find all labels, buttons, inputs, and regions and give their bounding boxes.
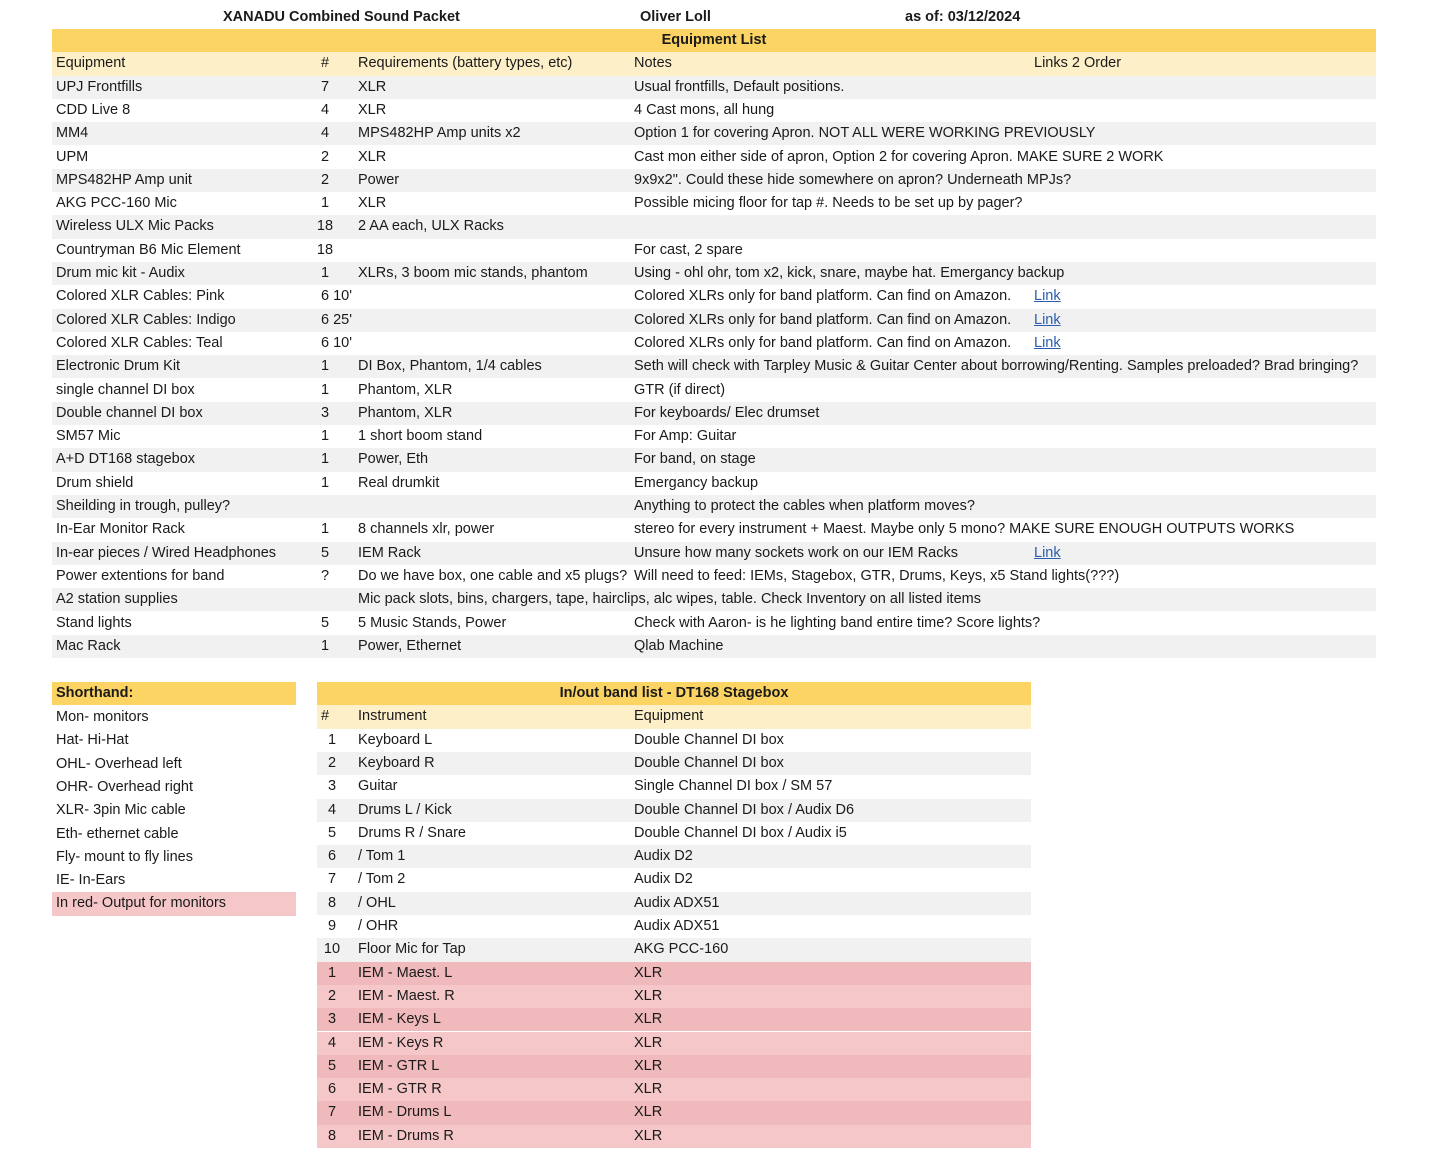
equipment-notes: 9x9x2". Could these hide somewhere on apron? Underneath MPJs? <box>634 171 1072 188</box>
table-row <box>317 1101 1031 1124</box>
table-row <box>317 752 1031 775</box>
instrument-equipment: XLR <box>634 1057 663 1074</box>
equipment-count: 6 10' <box>321 334 352 351</box>
instrument-equipment: Double Channel DI box / Audix D6 <box>634 801 855 818</box>
table-row <box>52 215 1376 238</box>
instrument-equipment: XLR <box>634 964 663 981</box>
instrument-equipment: AKG PCC-160 <box>634 941 729 958</box>
equipment-list-title: Equipment List <box>52 29 1376 52</box>
table-row <box>52 542 1376 565</box>
equipment-name: CDD Live 8 <box>56 101 131 118</box>
table-row <box>317 985 1031 1008</box>
equipment-count: 4 <box>320 101 330 118</box>
instrument-name: Floor Mic for Tap <box>358 941 466 958</box>
equipment-name: AKG PCC-160 Mic <box>56 195 177 212</box>
instrument-equipment: XLR <box>634 1104 663 1121</box>
equipment-name: UPJ Frontfills <box>56 78 143 95</box>
equipment-name: In-Ear Monitor Rack <box>56 521 185 538</box>
channel-number: 4 <box>327 1034 337 1051</box>
table-row <box>52 239 1376 262</box>
shorthand-item: In red- Output for monitors <box>52 892 296 915</box>
table-row <box>52 495 1376 518</box>
table-row <box>52 402 1376 425</box>
instrument-name: IEM - GTR R <box>358 1081 442 1098</box>
instrument-name: IEM - Maest. L <box>358 964 453 981</box>
equipment-requirements: XLR <box>358 148 387 165</box>
table-row <box>317 938 1031 961</box>
table-row <box>52 192 1376 215</box>
shorthand-item: OHR- Overhead right <box>56 778 193 795</box>
instrument-equipment: XLR <box>634 987 663 1004</box>
equipment-name: MPS482HP Amp unit <box>56 171 192 188</box>
table-row <box>52 355 1376 378</box>
table-row <box>317 822 1031 845</box>
equipment-requirements: Phantom, XLR <box>358 381 453 398</box>
instrument-equipment: Audix D2 <box>634 848 693 865</box>
equipment-count: 6 10' <box>321 288 352 305</box>
equipment-requirements: DI Box, Phantom, 1/4 cables <box>358 358 542 375</box>
instrument-equipment: XLR <box>634 1127 663 1144</box>
equipment-count: 5 <box>320 544 330 561</box>
channel-number: 5 <box>327 1057 337 1074</box>
table-row <box>317 1125 1031 1148</box>
table-row <box>52 99 1376 122</box>
instrument-name: Keyboard R <box>358 754 435 771</box>
col-equipment: Equipment <box>56 55 126 72</box>
equipment-count: 1 <box>320 637 330 654</box>
table-row <box>317 915 1031 938</box>
equipment-name: Countryman B6 Mic Element <box>56 241 241 258</box>
equipment-name: Stand lights <box>56 614 132 631</box>
equipment-requirements: Do we have box, one cable and x5 plugs? <box>358 567 628 584</box>
table-row <box>317 962 1031 985</box>
equipment-notes: Possible micing floor for tap #. Needs to be set up by pager? <box>634 195 1023 212</box>
equipment-name: Wireless ULX Mic Packs <box>56 218 214 235</box>
equipment-name: Electronic Drum Kit <box>56 358 181 375</box>
equipment-notes: Anything to protect the cables when platform moves? <box>634 498 975 514</box>
instrument-equipment: Audix ADX51 <box>634 918 720 934</box>
table-row <box>317 799 1031 822</box>
equipment-requirements: Mic pack slots, bins, chargers, tape, hairclips, alc wipes, table. Check Inventory on all listed items <box>358 591 981 608</box>
table-row <box>317 892 1031 915</box>
equipment-requirements: Real drumkit <box>358 474 440 491</box>
table-row <box>52 122 1376 145</box>
equipment-name: MM4 <box>56 125 89 142</box>
equipment-notes: Colored XLRs only for band platform. Can find on Amazon. <box>634 288 1012 305</box>
equipment-requirements: 2 AA each, ULX Racks <box>358 218 504 235</box>
equipment-notes: Cast mon either side of apron, Option 2 for covering Apron. MAKE SURE 2 WORK <box>634 148 1164 165</box>
equipment-name: In-ear pieces / Wired Headphones <box>56 544 277 561</box>
equipment-count: 3 <box>320 404 330 421</box>
table-row <box>52 332 1376 355</box>
order-link[interactable]: Link <box>1034 544 1061 561</box>
equipment-notes: Will need to feed: IEMs, Stagebox, GTR, Drums, Keys, x5 Stand lights(???) <box>634 567 1120 584</box>
channel-number: 3 <box>327 1011 337 1028</box>
shorthand-item: Mon- monitors <box>56 709 149 725</box>
equipment-requirements: 8 channels xlr, power <box>358 521 495 538</box>
instrument-name: / Tom 1 <box>358 848 406 865</box>
order-link[interactable]: Link <box>1034 334 1061 351</box>
equipment-name: SM57 Mic <box>56 428 121 445</box>
equipment-notes: GTR (if direct) <box>634 381 726 398</box>
channel-number: 1 <box>327 731 337 748</box>
equipment-name: Colored XLR Cables: Pink <box>56 288 225 305</box>
channel-number: 3 <box>327 778 337 795</box>
shorthand-item: XLR- 3pin Mic cable <box>56 802 186 819</box>
equipment-count: 1 <box>320 265 330 281</box>
table-row <box>52 588 1376 611</box>
equipment-count: 1 <box>320 451 330 468</box>
instrument-equipment: Audix D2 <box>634 871 693 888</box>
instrument-equipment: Double Channel DI box <box>634 731 784 748</box>
equipment-notes: For band, on stage <box>634 451 756 468</box>
channel-number: 4 <box>327 801 337 818</box>
equipment-requirements: XLR <box>358 195 387 212</box>
equipment-notes: Usual frontfills, Default positions. <box>634 78 845 95</box>
table-row <box>52 448 1376 471</box>
instrument-name: IEM - Keys R <box>358 1034 444 1051</box>
equipment-notes: Unsure how many sockets work on our IEM Racks <box>634 544 958 561</box>
equipment-requirements: Power <box>358 171 400 188</box>
equipment-count: 2 <box>320 148 330 165</box>
equipment-requirements: IEM Rack <box>358 544 421 561</box>
equipment-name: UPM <box>56 148 89 165</box>
table-row <box>52 379 1376 402</box>
equipment-name: Double channel DI box <box>56 404 203 421</box>
instrument-name: IEM - GTR L <box>358 1057 440 1074</box>
equipment-name: Sheilding in trough, pulley? <box>56 498 231 514</box>
equipment-notes: Emergancy backup <box>634 474 759 491</box>
table-row <box>317 1055 1031 1078</box>
col-count: # <box>320 55 330 72</box>
channel-number: 2 <box>327 987 337 1004</box>
equipment-notes: For keyboards/ Elec drumset <box>634 404 820 421</box>
table-row <box>52 76 1376 99</box>
channel-number: 9 <box>327 918 337 934</box>
table-row <box>52 635 1376 658</box>
instrument-name: IEM - Keys L <box>358 1011 441 1028</box>
channel-number: 10 <box>323 941 341 958</box>
table-row <box>317 775 1031 798</box>
equipment-count: 6 25' <box>321 311 352 328</box>
table-row <box>52 425 1376 448</box>
equipment-count: 1 <box>320 195 330 212</box>
shorthand-title: Shorthand: <box>52 682 296 705</box>
equipment-name: Power extentions for band <box>56 567 225 584</box>
equipment-count: 2 <box>320 171 330 188</box>
equipment-name: Drum shield <box>56 474 134 491</box>
equipment-count: 5 <box>320 614 330 631</box>
table-row <box>317 845 1031 868</box>
table-row <box>52 612 1376 635</box>
equipment-notes: For Amp: Guitar <box>634 428 737 445</box>
equipment-requirements: 5 Music Stands, Power <box>358 614 507 631</box>
channel-number: 7 <box>327 1104 337 1121</box>
inout-header-row <box>317 705 1031 728</box>
equipment-name: A+D DT168 stagebox <box>56 451 196 468</box>
shorthand-item: Eth- ethernet cable <box>56 825 179 842</box>
equipment-notes: stereo for every instrument + Maest. Maybe only 5 mono? MAKE SURE ENOUGH OUTPUTS WORKS <box>634 521 1295 538</box>
table-row <box>52 472 1376 495</box>
instrument-name: Drums R / Snare <box>358 824 466 841</box>
channel-number: 6 <box>327 1081 337 1098</box>
equipment-count: 1 <box>320 358 330 375</box>
col-requirements: Requirements (battery types, etc) <box>358 55 573 72</box>
instrument-name: Guitar <box>358 778 398 795</box>
instrument-equipment: XLR <box>634 1081 663 1098</box>
equipment-list-header-row <box>52 52 1376 75</box>
equipment-count: 1 <box>320 381 330 398</box>
equipment-name: single channel DI box <box>56 381 195 398</box>
instrument-name: Drums L / Kick <box>358 801 452 818</box>
instrument-name: Keyboard L <box>358 731 433 748</box>
equipment-requirements: 1 short boom stand <box>358 428 483 445</box>
author-name: Oliver Loll <box>640 9 711 25</box>
channel-number: 1 <box>327 964 337 981</box>
order-link[interactable]: Link <box>1034 288 1061 305</box>
instrument-equipment: Audix ADX51 <box>634 894 720 911</box>
equipment-count: 1 <box>320 474 330 491</box>
instrument-equipment: XLR <box>634 1011 663 1028</box>
equipment-name: A2 station supplies <box>56 591 178 608</box>
table-row <box>317 1032 1031 1055</box>
instrument-equipment: Single Channel DI box / SM 57 <box>634 778 833 795</box>
instrument-name: / OHL <box>358 894 396 911</box>
shorthand-item: OHL- Overhead left <box>56 755 182 772</box>
equipment-requirements: XLRs, 3 boom mic stands, phantom <box>358 265 588 281</box>
equipment-count: 18 <box>316 218 334 235</box>
equipment-count: 7 <box>320 78 330 95</box>
equipment-requirements: XLR <box>358 101 387 118</box>
channel-number: 6 <box>327 848 337 865</box>
table-row <box>52 518 1376 541</box>
as-of-date: as of: 03/12/2024 <box>905 9 1021 25</box>
channel-number: 5 <box>327 824 337 841</box>
instrument-name: IEM - Maest. R <box>358 987 455 1004</box>
equipment-notes: Check with Aaron- is he lighting band entire time? Score lights? <box>634 614 1041 631</box>
instrument-name: / OHR <box>358 918 399 934</box>
order-link[interactable]: Link <box>1034 311 1061 328</box>
table-row <box>52 565 1376 588</box>
equipment-requirements: MPS482HP Amp units x2 <box>358 125 521 142</box>
equipment-count: ? <box>320 567 330 584</box>
inout-title: In/out band list - DT168 Stagebox <box>317 682 1031 705</box>
equipment-requirements: Phantom, XLR <box>358 404 453 421</box>
table-row <box>52 146 1376 169</box>
shorthand-item: IE- In-Ears <box>56 872 126 889</box>
table-row <box>52 262 1376 285</box>
instrument-equipment: Double Channel DI box <box>634 754 784 771</box>
packet-title: XANADU Combined Sound Packet <box>223 9 460 25</box>
instrument-name: / Tom 2 <box>358 871 406 888</box>
equipment-requirements: Power, Eth <box>358 451 429 468</box>
col-num: # <box>321 708 330 725</box>
equipment-notes: Option 1 for covering Apron. NOT ALL WERE WORKING PREVIOUSLY <box>634 125 1096 142</box>
equipment-count: 1 <box>320 521 330 538</box>
col-instrument: Instrument <box>358 708 427 725</box>
equipment-count: 1 <box>320 428 330 445</box>
instrument-name: IEM - Drums L <box>358 1104 452 1121</box>
instrument-equipment: XLR <box>634 1034 663 1051</box>
equipment-notes: For cast, 2 spare <box>634 241 743 258</box>
channel-number: 2 <box>327 754 337 771</box>
table-row <box>317 729 1031 752</box>
shorthand-item: Fly- mount to fly lines <box>56 848 193 865</box>
channel-number: 8 <box>327 1127 337 1144</box>
equipment-notes: Using - ohl ohr, tom x2, kick, snare, maybe hat. Emergancy backup <box>634 265 1065 281</box>
table-row <box>52 285 1376 308</box>
table-row <box>317 1008 1031 1031</box>
table-row <box>52 169 1376 192</box>
channel-number: 7 <box>327 871 337 888</box>
equipment-requirements: Power, Ethernet <box>358 637 462 654</box>
table-row <box>52 309 1376 332</box>
equipment-count: 18 <box>316 241 334 258</box>
equipment-notes: Qlab Machine <box>634 637 724 654</box>
shorthand-item: Hat- Hi-Hat <box>56 732 129 749</box>
col-links: Links 2 Order <box>1034 55 1122 72</box>
equipment-notes: Seth will check with Tarpley Music & Guitar Center about borrowing/Renting. Samples preloaded? Brad bringing? <box>634 358 1359 375</box>
equipment-requirements: XLR <box>358 78 387 95</box>
equipment-name: Colored XLR Cables: Indigo <box>56 311 236 328</box>
instrument-equipment: Double Channel DI box / Audix i5 <box>634 824 847 841</box>
equipment-notes: Colored XLRs only for band platform. Can find on Amazon. <box>634 334 1012 351</box>
equipment-notes: 4 Cast mons, all hung <box>634 101 775 118</box>
channel-number: 8 <box>327 894 337 911</box>
instrument-name: IEM - Drums R <box>358 1127 454 1144</box>
table-row <box>317 868 1031 891</box>
col-inout-equipment: Equipment <box>634 708 704 725</box>
equipment-notes: Colored XLRs only for band platform. Can find on Amazon. <box>634 311 1012 328</box>
equipment-name: Colored XLR Cables: Teal <box>56 334 223 351</box>
table-row <box>317 1078 1031 1101</box>
equipment-name: Mac Rack <box>56 637 121 654</box>
equipment-name: Drum mic kit - Audix <box>56 265 185 281</box>
col-notes: Notes <box>634 55 672 72</box>
equipment-count: 4 <box>320 125 330 142</box>
